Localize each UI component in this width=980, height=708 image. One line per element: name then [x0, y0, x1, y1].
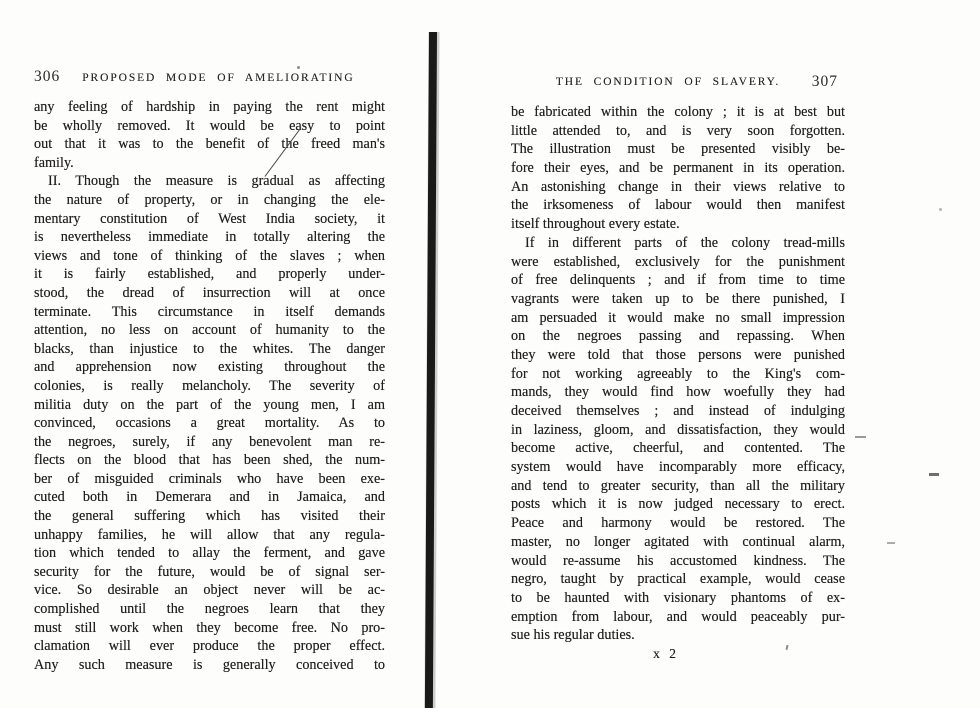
text-line: mands, they would find how woefully they had — [511, 384, 845, 401]
text-line: deceived themselves ; and instead of indulging — [511, 403, 845, 419]
text-line: any feeling of hardship in paying the rent might — [34, 99, 385, 115]
running-header-right — [511, 72, 845, 89]
left-page — [34, 68, 385, 674]
text-line: flects on the blood that has been shed, the num- — [34, 452, 385, 469]
text-line: blacks, than injustice to the whites. The danger — [34, 340, 385, 357]
text-line: colonies, is really melancholy. The severity of — [34, 377, 385, 394]
text-line: be wholly removed. It would be easy to point — [34, 117, 385, 134]
text-line: the irksomeness of labour would then manifest — [511, 197, 845, 214]
text-line: the general suffering which has visited their — [34, 508, 385, 525]
scan-artifact-dot — [297, 66, 300, 69]
text-line: convinced, occasions a great mortality. As to — [34, 415, 385, 432]
text-line: out that it was to the benefit of the freed man's — [34, 136, 385, 153]
text-line: must still work when they become free. No pro- — [34, 619, 385, 636]
text-line: Any such measure is generally conceived to — [34, 656, 385, 673]
text-line: emption from labour, and would peaceably pur- — [511, 608, 845, 625]
text-line: stood, the dread of insurrection will at once — [34, 284, 385, 301]
running-title-right: THE CONDITION OF SLAVERY. — [555, 76, 781, 88]
text-line: little attended to, and is very soon forgotten. — [511, 122, 845, 139]
text-line: The illustration must be presented visibly be- — [511, 141, 845, 158]
text-line: become active, cheerful, and contented. The — [511, 440, 845, 457]
text-line: Peace and harmony would be restored. The — [511, 515, 845, 532]
text-line: II. Though the measure is gradual as affecting — [48, 173, 385, 190]
text-line: would re-assume his accustomed kindness. The — [511, 552, 845, 569]
body-text-left — [34, 98, 385, 674]
text-line: fore their eyes, and be permanent in its operation. — [511, 160, 845, 177]
text-line: views and tone of thinking of the slaves ; when — [34, 247, 385, 264]
body-text-right — [511, 103, 845, 645]
book-spine-shadow — [425, 32, 437, 708]
text-line: to be haunted with visionary phantoms of ex- — [511, 589, 845, 606]
text-line: security for the future, would be of signal ser- — [34, 563, 385, 580]
text-line: system would have incomparably more efficacy, — [511, 459, 845, 476]
text-line: be fabricated within the colony ; it is at best but — [511, 104, 845, 120]
text-line: militia duty on the part of the young men, I am — [34, 396, 385, 413]
text-line: for not working agreeably to the King's com- — [511, 365, 845, 382]
running-header-left — [34, 68, 385, 85]
text-line: family. — [34, 154, 74, 171]
text-line: tion which tended to allay the ferment, and gave — [34, 545, 385, 562]
text-line: terminate. This circumstance in itself demands — [34, 303, 385, 320]
text-line: posts which it is now judged necessary to erect. — [511, 496, 845, 513]
page-number-left: 306 — [34, 68, 61, 85]
text-line: unhappy families, he will allow that any regula- — [34, 526, 385, 543]
text-line: is nevertheless immediate in totally altering the — [34, 229, 385, 246]
right-page — [511, 72, 845, 664]
text-line: itself throughout every estate. — [511, 216, 680, 233]
running-title-left: PROPOSED MODE OF AMELIORATING — [82, 72, 355, 84]
text-line: cuted both in Demerara and in Jamaica, and — [34, 489, 385, 506]
signature-mark: x 2 — [653, 645, 679, 661]
scan-artifact-mark — [855, 436, 866, 438]
text-line: of free delinquents ; and if from time to time — [511, 272, 845, 289]
text-line: it is fairly established, and properly under- — [34, 266, 385, 283]
text-line: clamation will ever produce the proper effect. — [34, 638, 385, 655]
text-line: the nature of property, or in changing the ele- — [34, 191, 385, 208]
text-line: complished until the negroes learn that they — [34, 601, 385, 618]
text-line: and apprehension now existing throughout the — [34, 359, 385, 376]
text-line: the negroes, surely, if any benevolent man re- — [34, 433, 385, 450]
text-line: ber of misguided criminals who have been exe- — [34, 470, 385, 487]
text-line: on the negroes passing and repassing. When — [511, 328, 845, 345]
scan-artifact-dot — [939, 208, 942, 211]
text-line: An astonishing change in their views relative to — [511, 178, 845, 195]
text-line: If in different parts of the colony tread-mills — [525, 234, 845, 251]
text-line: master, no longer agitated with continual alarm, — [511, 533, 845, 550]
scan-artifact-mark — [887, 542, 895, 544]
text-line: vagrants were taken up to be there punished, I — [511, 290, 845, 307]
text-line: attention, no less on account of humanity to the — [34, 322, 385, 339]
text-line: mentary constitution of West India society, it — [34, 210, 385, 227]
page-number-right: 307 — [811, 73, 838, 90]
text-line: in laziness, gloom, and dissatisfaction, they would — [511, 421, 845, 438]
text-line: am persuaded it would make no small impression — [511, 309, 845, 326]
text-line: sue his regular duties. — [511, 627, 635, 644]
text-line: vice. So desirable an object never will be ac- — [34, 582, 385, 599]
scan-artifact-mark — [929, 473, 939, 476]
text-line: were established, exclusively for the punishment — [511, 253, 845, 270]
text-line: and tend to greater security, than all the military — [511, 477, 845, 494]
text-line: they were told that those persons were punished — [511, 346, 845, 363]
text-line: negro, taught by practical example, would cease — [511, 571, 845, 588]
